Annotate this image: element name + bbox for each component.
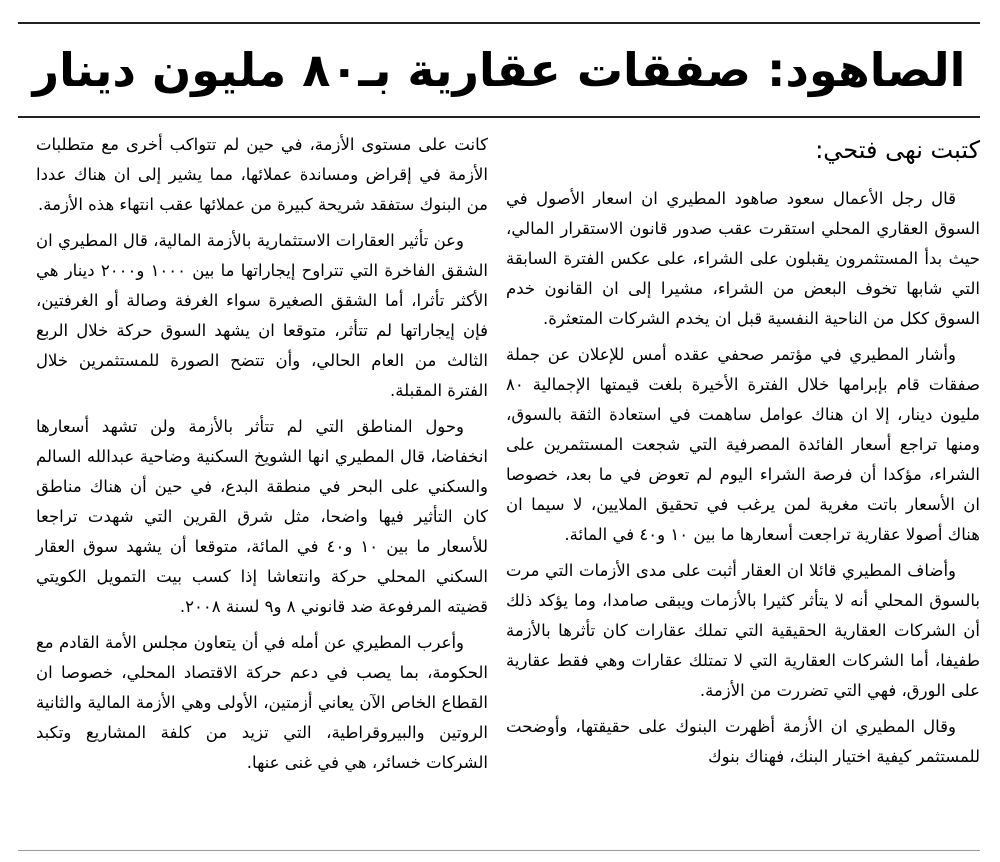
article-column-right	[506, 130, 980, 778]
paragraph: كانت على مستوى الأزمة، في حين لم تتواكب أخرى مع متطلبات الأزمة في إقراض ومساندة عملائها، مما يشير إلى ان هناك عددا من البنوك ستفقد شريحة كبيرة من عملائها عقب انتهاء هذه الأزمة.	[36, 135, 488, 214]
paragraph: وأشار المطيري في مؤتمر صحفي عقده أمس للإعلان عن جملة صفقات قام بإبرامها خلال الفترة الأخيرة بلغت قيمتها الإجمالية ٨٠ مليون دينار، إلا ان هناك عوامل ساهمت في استعادة الثقة بالسوق، ومنها تراجع أسعار الفائدة المصرفية التي شجعت المستثمرين على الشراء، مؤكدا أن فرصة الشراء اليوم لم تعوض في ما بعد، خصوصا ان الأسعار باتت مغرية لمن يرغب في تحقيق الملايين، لا سيما ان هناك أصولا عقارية تراجعت أسعارها ما بين ١٠ و٤٠ في المائة.	[506, 345, 980, 544]
paragraph: وقال المطيري ان الأزمة أظهرت البنوك على حقيقتها، وأوضحت للمستثمر كيفية اختيار البنك، فهناك بنوك	[506, 717, 980, 766]
paragraph: قال رجل الأعمال سعود صاهود المطيري ان اسعار الأصول في السوق العقاري المحلي استقرت عقب صدور قانون الاستقرار المالي، حيث بدأ المستثمرون يقبلون على الشراء، على عكس الفترة السابقة التي شابها تخوف البعض من الشراء، مشيرا إلى ان القانون خدم السوق ككل من الناحية النفسية قبل ان يخدم الشركات المتعثرة.	[506, 189, 980, 328]
paragraph: وأضاف المطيري قائلا ان العقار أثبت على مدى الأزمات التي مرت بالسوق المحلي أنه لا يتأثر كثيرا بالأزمات ويبقى صامدا، وما يؤكد ذلك أن الشركات العقارية الحقيقية التي تملك عقارات كان تأثرها بالأزمة طفيفا، أما الشركات العقارية التي لا تمتلك عقارات وهي فقط عقارية على الورق، فهي التي تضررت من الأزمة.	[506, 561, 980, 700]
bottom-divider	[18, 850, 980, 851]
paragraph: وأعرب المطيري عن أمله في أن يتعاون مجلس الأمة القادم مع الحكومة، بما يصب في دعم حركة الاقتصاد المحلي، خصوصا ان القطاع الخاص الآن يعاني أزمتين، الأولى وهي الأزمة المالية والثانية الروتين والبيروقراطية، التي تزيد من كلفة المشاريع وتكبد الشركات خسائر، هي في غنى عنها.	[36, 633, 488, 772]
paragraph: وعن تأثير العقارات الاستثمارية بالأزمة المالية، قال المطيري ان الشقق الفاخرة التي تتراوح إيجاراتها ما بين ١٠٠٠ و٢٠٠٠ دينار هي الأكثر تأثرا، أما الشقق الصغيرة سواء الغرفة وصالة أو الغرفتين، فإن إيجاراتها لم تتأثر، متوقعا ان يشهد السوق حركة خلال الربع الثالث من العام الحالي، وأن تتضح الصورة للمستثمرين خلال الفترة المقبلة.	[36, 231, 489, 400]
headline-box	[18, 22, 980, 118]
byline: كتبت نهى فتحي:	[815, 136, 980, 164]
article-column-left	[36, 130, 488, 784]
headline: الصاهود: صفقات عقارية بـ٨٠ مليون دينار	[32, 43, 966, 97]
paragraph: وحول المناطق التي لم تتأثر بالأزمة ولن تشهد أسعارها انخفاضا، قال المطيري انها الشويخ السكنية وضاحية عبدالله السالم والسكني على البحر في منطقة البدع، في حين أن هناك مناطق كان التأثير فيها واضحا، مثل شرق القرين التي شهدت تراجعا للأسعار ما بين ١٠ و٤٠ في المائة، متوقعا أن يشهد سوق العقار السكني المحلي حركة وانتعاشا إذا كسب بيت التمويل الكويتي قضيته المرفوعة ضد قانوني ٨ و٩ لسنة ٢٠٠٨.	[36, 417, 488, 616]
